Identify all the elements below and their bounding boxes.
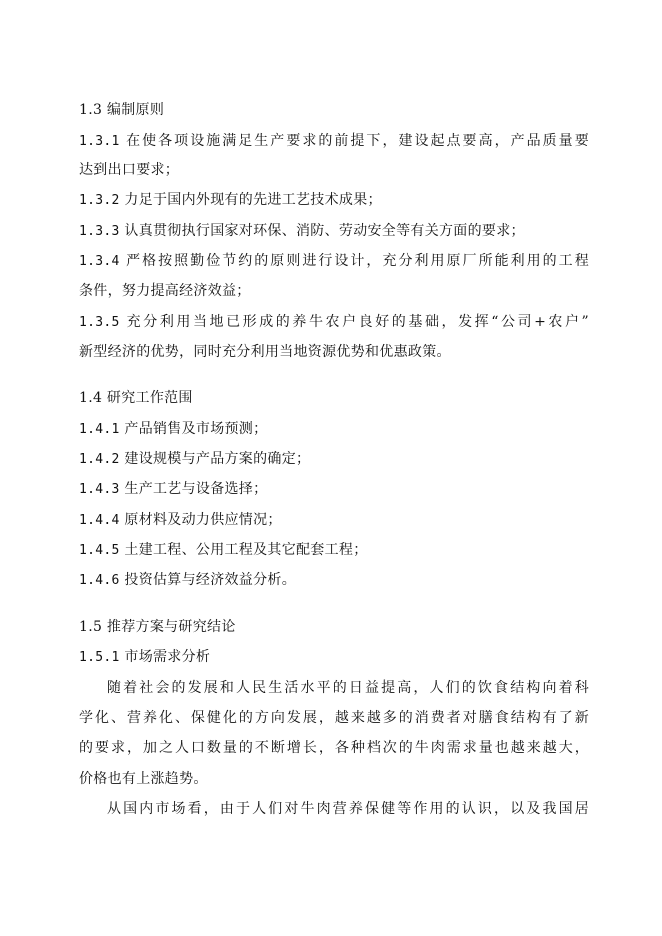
item-text: 在使各项设施满足生产要求的前提下，建设起点要高，产品质量要	[126, 133, 589, 149]
list-item-1-3-5-cont: 新型经济的优势，同时充分利用当地资源优势和优惠政策。	[79, 344, 451, 360]
list-item-1-3-1	[79, 131, 589, 152]
paragraph-line: 学化、营养化、保健化的方向发展，越来越多的消费者对膳食结构有了新	[79, 710, 589, 726]
item-number: 1.4.1	[79, 422, 120, 437]
item-text: 投资估算与经济效益分析。	[124, 572, 297, 588]
list-item-1-3-4-cont: 条件，努力提高经济效益；	[79, 283, 251, 299]
item-number: 1.4.6	[79, 573, 120, 588]
item-number: 1.3.1	[79, 134, 120, 149]
item-number: 1.3.3	[79, 224, 120, 239]
item-number: 1.4.2	[79, 452, 120, 467]
list-item-1-4-5	[79, 540, 589, 561]
section-heading-1-4: 1.4 研究工作范围	[79, 390, 193, 406]
item-text: 原材料及动力供应情况；	[124, 512, 282, 528]
item-number: 1.4.3	[79, 482, 120, 497]
item-text: 建设规模与产品方案的确定；	[124, 451, 311, 467]
item-text: 土建工程、公用工程及其它配套工程；	[124, 542, 368, 558]
list-item-1-3-3	[79, 221, 589, 242]
section-heading-1-5: 1.5 推荐方案与研究结论	[79, 619, 236, 635]
item-number: 1.3.5	[79, 315, 120, 330]
list-item-1-4-1	[79, 419, 589, 440]
paragraph-line: 价格也有上涨趋势。	[79, 771, 208, 787]
list-item-1-3-2	[79, 190, 589, 211]
item-number: 1.4.4	[79, 513, 120, 528]
item-text: 认真贯彻执行国家对环保、消防、劳动安全等有关方面的要求；	[124, 223, 525, 239]
item-number: 1.3.2	[79, 193, 120, 208]
list-item-1-3-4	[79, 251, 589, 272]
list-item-1-3-1-cont: 达到出口要求；	[79, 162, 180, 178]
list-item-1-4-6	[79, 570, 589, 591]
paragraph-line: 随着社会的发展和人民生活水平的日益提高，人们的饮食结构向着科	[107, 680, 589, 696]
item-number: 1.4.5	[79, 543, 120, 558]
item-number: 1.5.1	[79, 650, 120, 665]
item-text: 产品销售及市场预测；	[124, 421, 268, 437]
item-text: 生产工艺与设备选择；	[124, 481, 268, 497]
section-heading-1-3: 1.3 编制原则	[79, 102, 165, 118]
item-text: 充分利用当地已形成的养牛农户良好的基础，发挥“公司+农户”	[126, 314, 589, 330]
list-item-1-4-4	[79, 510, 589, 531]
item-number: 1.3.4	[79, 254, 120, 269]
item-text: 力足于国内外现有的先进工艺技术成果；	[124, 192, 382, 208]
list-item-1-4-2	[79, 449, 589, 470]
list-item-1-3-5	[79, 312, 589, 333]
paragraph-line: 的要求，加之人口数量的不断增长，各种档次的牛肉需求量也越来越大，	[79, 740, 589, 756]
list-item-1-4-3	[79, 479, 589, 500]
paragraph-line: 从国内市场看，由于人们对牛肉营养保健等作用的认识，以及我国居	[107, 801, 589, 817]
subsection-title: 市场需求分析	[124, 649, 211, 665]
item-text: 严格按照勤俭节约的原则进行设计，充分利用原厂所能利用的工程	[126, 253, 589, 269]
subsection-heading-1-5-1	[79, 647, 589, 668]
